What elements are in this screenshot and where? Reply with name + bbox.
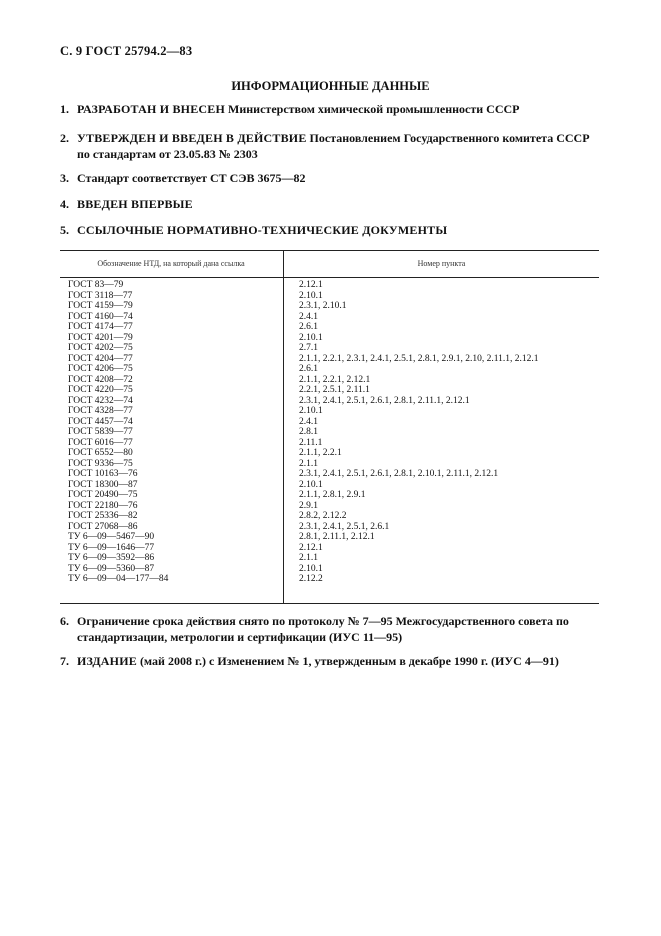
cell-document: ГОСТ 4220—75	[68, 385, 133, 395]
table-row	[60, 385, 599, 396]
cell-document: ТУ 6—09—3592—86	[68, 553, 155, 563]
item-text: Постановлением Государственного комитета СССР по стандартам от 23.05.83 № 2303	[77, 131, 590, 161]
cell-clause: 2.12.1	[299, 280, 323, 290]
cell-clause: 2.12.2	[299, 574, 323, 584]
cell-clause: 2.8.1, 2.11.1, 2.12.1	[299, 532, 375, 542]
cell-clause: 2.3.1, 2.4.1, 2.5.1, 2.6.1, 2.8.1, 2.11.1, 2.12.1	[299, 395, 470, 406]
cell-document: ТУ 6—09—04—177—84	[68, 574, 169, 584]
cell-clause: 2.10.1	[299, 479, 323, 490]
section-title: ИНФОРМАЦИОННЫЕ ДАННЫЕ	[231, 79, 430, 93]
cell-clause: 2.3.1, 2.4.1, 2.5.1, 2.6.1, 2.8.1, 2.10.1, 2.11.1, 2.12.1	[299, 469, 499, 479]
table-row	[60, 301, 599, 312]
table-row	[60, 448, 599, 459]
cell-document: ГОСТ 6552—80	[68, 448, 133, 458]
cell-clause: 2.4.1	[299, 311, 318, 322]
table-row	[60, 543, 599, 554]
item-number: 6.	[60, 614, 69, 628]
table-row	[60, 574, 599, 585]
cell-clause: 2.12.1	[299, 542, 323, 553]
item-6	[60, 613, 600, 645]
item-3	[60, 170, 600, 186]
item-number: 1.	[60, 102, 69, 116]
item-number: 7.	[60, 654, 69, 668]
cell-document: ГОСТ 4328—77	[68, 406, 133, 416]
table-row	[60, 564, 599, 575]
cell-clause: 2.7.1	[299, 343, 318, 353]
item-lead: ВВЕДЕН ВПЕРВЫЕ	[77, 197, 193, 211]
table-row	[60, 480, 599, 491]
item-text: (май 2008 г.) с Изменением № 1, утвержденным в декабре 1990 г. (ИУС 4—91)	[136, 654, 559, 668]
cell-clause: 2.10.1	[299, 563, 323, 574]
table-row	[60, 343, 599, 354]
cell-document: ТУ 6—09—5360—87	[68, 563, 155, 574]
cell-clause: 2.3.1, 2.4.1, 2.5.1, 2.6.1	[299, 521, 390, 532]
cell-document: ГОСТ 4174—77	[68, 322, 133, 332]
table-row	[60, 490, 599, 501]
cell-clause: 2.10.1	[299, 290, 323, 301]
item-text: Ограничение срока действия снято по протоколу № 7—95 Межгосударственного совета по стандартизации, метрологии и сертификации (ИУС 11—95)	[77, 614, 569, 644]
cell-document: ГОСТ 25336—82	[68, 511, 138, 521]
cell-clause: 2.1.1	[299, 458, 318, 469]
cell-document: ГОСТ 6016—77	[68, 437, 133, 448]
cell-clause: 2.1.1, 2.2.1, 2.3.1, 2.4.1, 2.5.1, 2.8.1, 2.9.1, 2.10, 2.11.1, 2.12.1	[299, 353, 539, 364]
item-7	[60, 653, 600, 669]
cell-clause: 2.8.1	[299, 427, 318, 437]
cell-clause: 2.8.2, 2.12.2	[299, 511, 347, 521]
cell-document: ГОСТ 4457—74	[68, 416, 133, 427]
item-4	[60, 196, 600, 212]
cell-document: ГОСТ 4159—79	[68, 301, 133, 311]
cell-document: ГОСТ 22180—76	[68, 500, 138, 511]
item-number: 2.	[60, 131, 69, 145]
table-row	[60, 322, 599, 333]
cell-document: ГОСТ 18300—87	[68, 479, 138, 490]
cell-clause: 2.1.1	[299, 553, 318, 563]
table-row	[60, 364, 599, 375]
cell-document: ГОСТ 9336—75	[68, 458, 133, 469]
table-row	[60, 438, 599, 449]
cell-document: ГОСТ 83—79	[68, 280, 124, 290]
item-text: Министерством химической промышленности СССР	[225, 102, 520, 116]
reference-documents-table	[60, 250, 599, 604]
cell-document: ГОСТ 5839—77	[68, 427, 133, 437]
cell-document: ГОСТ 4202—75	[68, 343, 133, 353]
table-row	[60, 375, 599, 386]
cell-clause: 2.10.1	[299, 332, 323, 343]
col-header-document: Обозначение НТД, на который дана ссылка	[97, 259, 245, 268]
cell-clause: 2.3.1, 2.10.1	[299, 301, 347, 311]
cell-document: ГОСТ 4206—75	[68, 364, 133, 374]
table-row	[60, 333, 599, 344]
table-row	[60, 396, 599, 407]
cell-document: ГОСТ 4160—74	[68, 311, 133, 322]
cell-clause: 2.2.1, 2.5.1, 2.11.1	[299, 385, 370, 395]
table-row	[60, 469, 599, 480]
table-row	[60, 511, 599, 522]
cell-clause: 2.1.1, 2.2.1, 2.12.1	[299, 374, 371, 385]
page-header: С. 9 ГОСТ 25794.2—83	[60, 44, 193, 58]
table-row	[60, 522, 599, 533]
cell-document: ГОСТ 4204—77	[68, 353, 133, 364]
cell-clause: 2.6.1	[299, 364, 318, 374]
cell-clause: 2.10.1	[299, 406, 323, 416]
table-row	[60, 417, 599, 428]
item-number: 4.	[60, 197, 69, 211]
table-row	[60, 280, 599, 291]
cell-document: ГОСТ 3118—77	[68, 290, 133, 301]
item-lead: ИЗДАНИЕ	[77, 654, 137, 668]
cell-document: ГОСТ 4232—74	[68, 395, 133, 406]
cell-clause: 2.6.1	[299, 322, 318, 332]
cell-clause: 2.1.1, 2.8.1, 2.9.1	[299, 490, 366, 500]
table-body	[60, 280, 599, 585]
table-row	[60, 553, 599, 564]
item-lead: ССЫЛОЧНЫЕ НОРМАТИВНО-ТЕХНИЧЕСКИЕ ДОКУМЕНТЫ	[77, 223, 448, 237]
table-row	[60, 427, 599, 438]
item-5	[60, 222, 600, 238]
table-row	[60, 291, 599, 302]
item-2	[60, 130, 600, 162]
item-number: 3.	[60, 171, 69, 185]
table-row	[60, 354, 599, 365]
item-text: Стандарт соответствует СТ СЭВ 3675—82	[77, 171, 306, 185]
item-1	[60, 101, 600, 117]
cell-document: ГОСТ 4208—72	[68, 374, 133, 385]
cell-clause: 2.1.1, 2.2.1	[299, 448, 342, 458]
cell-clause: 2.11.1	[299, 437, 323, 448]
item-number: 5.	[60, 223, 69, 237]
cell-document: ТУ 6—09—5467—90	[68, 532, 155, 542]
item-lead: РАЗРАБОТАН И ВНЕСЕН	[77, 102, 226, 116]
col-header-clause: Номер пункта	[417, 259, 466, 268]
table-row	[60, 406, 599, 417]
cell-document: ТУ 6—09—1646—77	[68, 542, 155, 553]
cell-clause: 2.4.1	[299, 416, 318, 427]
cell-document: ГОСТ 10163—76	[68, 469, 138, 479]
cell-clause: 2.9.1	[299, 500, 318, 511]
item-lead: УТВЕРЖДЕН И ВВЕДЕН В ДЕЙСТВИЕ	[77, 131, 307, 145]
cell-document: ГОСТ 20490—75	[68, 490, 138, 500]
table-row	[60, 532, 599, 543]
table-row	[60, 501, 599, 512]
table-row	[60, 312, 599, 323]
table-header	[60, 251, 599, 278]
cell-document: ГОСТ 27068—86	[68, 521, 138, 532]
cell-document: ГОСТ 4201—79	[68, 332, 133, 343]
table-row	[60, 459, 599, 470]
